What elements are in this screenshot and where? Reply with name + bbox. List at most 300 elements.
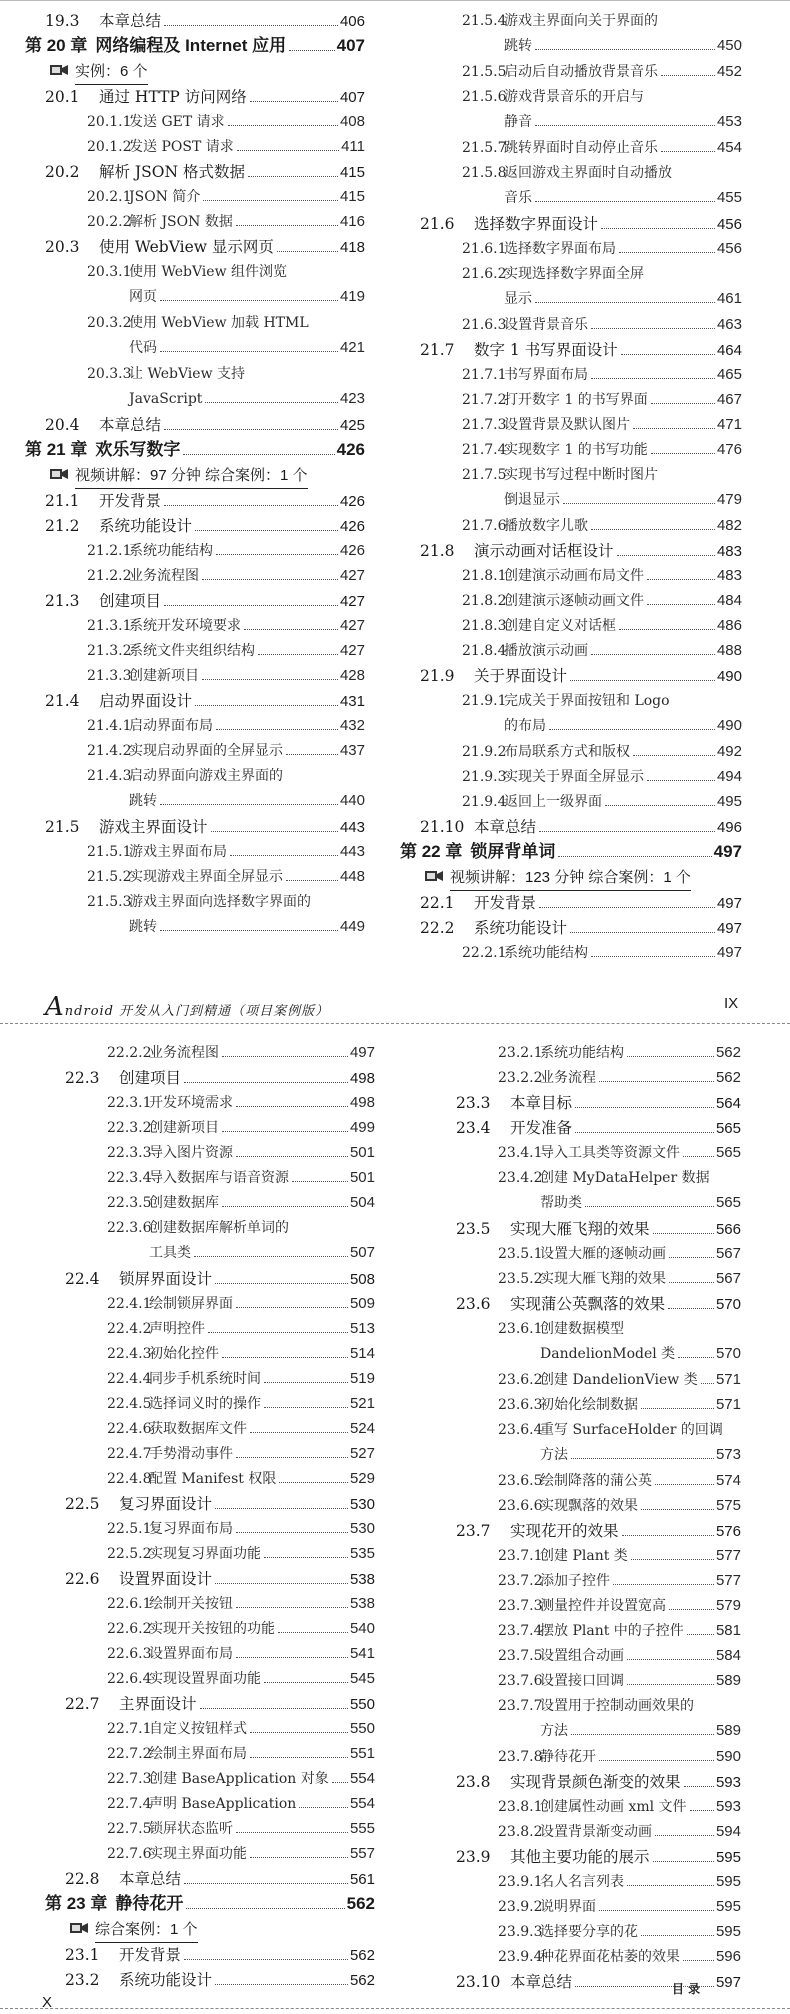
leader-dots	[684, 1786, 714, 1787]
leader-dots	[211, 831, 338, 832]
toc-entry-sub	[45, 1393, 375, 1415]
toc-entry-section	[25, 236, 365, 259]
entry-title: 创建数据模型	[540, 1321, 624, 1337]
toc-entry-section	[45, 1693, 375, 1716]
toc-entry-sub	[436, 1243, 741, 1265]
leader-dots	[184, 1959, 348, 1960]
entry-title: 系统功能设计	[474, 919, 568, 937]
toc-entry-sub	[436, 1495, 741, 1517]
entry-number: 23.7.7	[498, 1698, 543, 1714]
entry-number: 23.4.2	[498, 1170, 543, 1186]
toc-entry-section	[25, 590, 365, 613]
toc-entry-sub	[400, 565, 742, 587]
leader-dots	[222, 1357, 348, 1358]
leader-dots	[216, 729, 338, 730]
toc-entry-sub	[436, 1142, 741, 1164]
entry-number: 23.5.2	[498, 1271, 543, 1287]
leader-dots	[205, 402, 338, 403]
entry-number: 19.3	[45, 12, 80, 30]
toc-entry-sub	[25, 261, 365, 283]
leader-dots	[571, 1458, 714, 1459]
entry-number: 23.2	[65, 1971, 100, 1989]
entry-number: 21.4.2	[87, 743, 132, 759]
leader-dots	[641, 1408, 714, 1409]
entry-page-number: 407	[339, 89, 365, 106]
entry-number: 23.8.2	[498, 1824, 543, 1840]
toc-entry-sub	[436, 1670, 741, 1692]
entry-page-number: 535	[349, 1545, 375, 1562]
entry-number: 22.7.1	[107, 1721, 152, 1737]
leader-dots	[184, 1883, 348, 1884]
entry-number: 22.5	[65, 1495, 100, 1513]
entry-page-number: 456	[716, 240, 742, 257]
entry-page-number: 557	[349, 1845, 375, 1862]
leader-dots	[286, 880, 338, 881]
entry-page-number: 408	[339, 113, 365, 130]
leader-dots	[653, 1233, 714, 1234]
toc-entry-sub	[400, 389, 742, 411]
video-icon	[424, 869, 444, 883]
leader-dots	[591, 378, 715, 379]
leader-dots	[160, 351, 338, 352]
leader-dots	[669, 1257, 714, 1258]
entry-number: 21.1	[45, 492, 80, 510]
entry-number: 21.3.2	[87, 643, 132, 659]
entry-title: 选择要分享的花	[540, 1924, 638, 1940]
entry-title: 选择数字界面布局	[504, 241, 616, 257]
entry-title: 播放数字儿歌	[504, 518, 588, 534]
entry-page-number: 482	[716, 517, 742, 534]
toc-entry-chapter	[45, 1893, 375, 1915]
entry-page-number: 498	[349, 1094, 375, 1111]
entry-number: 22.3.2	[107, 1120, 152, 1136]
book-running-title: Android 开发从入门到精通（项目案例版）	[45, 992, 330, 1022]
entry-number: 20.2.1	[87, 189, 132, 205]
entry-number: 23.1	[65, 1946, 100, 1964]
toc-entry-cont	[25, 790, 365, 812]
leader-dots	[621, 354, 715, 355]
toc-entry-cont	[25, 388, 365, 410]
entry-number: 第 22 章	[400, 842, 463, 861]
entry-number: 22.3	[65, 1069, 100, 1087]
entry-page-number: 550	[349, 1720, 375, 1737]
toc-entry-sub	[25, 136, 365, 158]
entry-page-number: 490	[716, 668, 742, 685]
entry-page-number: 521	[349, 1395, 375, 1412]
entry-title: 业务流程图	[149, 1045, 219, 1061]
entry-number: 23.6.2	[498, 1372, 543, 1388]
toc-entry-sub	[436, 1545, 741, 1567]
chapter-resource-badge: 综合案例：1 个	[95, 1919, 198, 1943]
entry-number: 23.6.4	[498, 1422, 543, 1438]
toc-entry-sub	[45, 1718, 375, 1740]
entry-title: 实现大雁飞翔的效果	[510, 1220, 650, 1238]
entry-page-number: 595	[715, 1923, 741, 1940]
entry-title: 实现大雁飞翔的效果	[540, 1271, 666, 1287]
toc-entry-sub	[400, 791, 742, 813]
entry-number: 21.5	[45, 818, 80, 836]
leader-dots	[236, 1106, 348, 1107]
leader-dots	[633, 428, 715, 429]
toc-entry-sub	[25, 111, 365, 133]
entry-title: 实现数字 1 的书写功能	[504, 442, 648, 458]
page-number: X	[42, 1994, 53, 2011]
leader-dots	[160, 930, 338, 931]
entry-page-number: 426	[339, 542, 365, 559]
entry-number: 22.4.5	[107, 1396, 152, 1412]
entry-page-number: 590	[715, 1748, 741, 1765]
entry-title: JSON 简介	[129, 189, 201, 205]
toc-entry-chapter	[400, 841, 742, 863]
entry-title: 创建新项目	[129, 668, 199, 684]
leader-dots	[653, 1861, 714, 1862]
toc-entry-section	[436, 1092, 741, 1115]
entry-number: 20.1.1	[87, 114, 132, 130]
entry-page-number: 495	[716, 793, 742, 810]
entry-title: 解析 JSON 格式数据	[99, 163, 245, 181]
entry-page-number: 450	[716, 37, 742, 54]
entry-title: 初始化控件	[149, 1346, 219, 1362]
toc-entry-cont	[45, 1242, 375, 1264]
page-number: IX	[724, 995, 739, 1012]
entry-title: 主界面设计	[119, 1695, 197, 1713]
entry-number: 20.3.3	[87, 366, 132, 382]
leader-dots	[651, 403, 715, 404]
entry-number: 22.4.7	[107, 1446, 152, 1462]
entry-page-number: 570	[715, 1345, 741, 1362]
toc-entry-sub	[45, 1668, 375, 1690]
entry-page-number: 577	[715, 1547, 741, 1564]
toc-entry-sub	[45, 1092, 375, 1114]
entry-number: 22.3.1	[107, 1095, 152, 1111]
entry-title: 创建 DandelionView 类	[540, 1372, 698, 1388]
toc-entry-section	[25, 10, 365, 33]
entry-title: 锁屏状态监听	[149, 1821, 233, 1837]
entry-number: 21.9	[420, 667, 455, 685]
entry-title: 返回上一级界面	[504, 794, 602, 810]
leader-dots	[250, 1732, 348, 1733]
entry-number: 23.7.1	[498, 1548, 543, 1564]
toc-entry-sub	[436, 1871, 741, 1893]
toc-entry-sub	[25, 715, 365, 737]
entry-page-number: 465	[716, 366, 742, 383]
entry-page-number: 579	[715, 1597, 741, 1614]
entry-title: 锁屏界面设计	[119, 1270, 213, 1288]
leader-dots	[563, 503, 715, 504]
leader-dots	[655, 1484, 714, 1485]
leader-dots	[264, 1557, 348, 1558]
entry-title: 设置界面设计	[119, 1570, 213, 1588]
entry-page-number: 561	[349, 1871, 375, 1888]
toc-entry-section	[436, 1293, 741, 1316]
toc-entry-sub	[436, 1821, 741, 1843]
entry-title: 发送 GET 请求	[129, 114, 225, 130]
entry-title: 启动界面设计	[99, 692, 193, 710]
entry-number: 23.7.6	[498, 1673, 543, 1689]
entry-title: 方法	[540, 1447, 568, 1463]
entry-title: 种花界面花枯萎的效果	[540, 1949, 680, 1965]
entry-page-number: 507	[349, 1244, 375, 1261]
entry-page-number: 574	[715, 1472, 741, 1489]
entry-number: 22.3.6	[107, 1220, 152, 1236]
entry-page-number: 411	[341, 138, 365, 155]
leader-dots	[244, 629, 338, 630]
entry-title: 跳转	[504, 38, 532, 54]
entry-number: 20.2	[45, 163, 80, 181]
leader-dots	[591, 956, 715, 957]
entry-number: 23.6.3	[498, 1397, 543, 1413]
entry-title: 绘制锁屏界面	[149, 1296, 233, 1312]
leader-dots	[264, 1682, 348, 1683]
entry-title: 创建数据库	[149, 1195, 219, 1211]
entry-number: 23.6.1	[498, 1321, 543, 1337]
leader-dots	[215, 1984, 348, 1985]
toc-entry-chapter	[25, 439, 365, 461]
entry-page-number: 431	[339, 693, 365, 710]
entry-page-number: 564	[715, 1095, 741, 1112]
leader-dots	[669, 1609, 714, 1610]
entry-number: 22.6.3	[107, 1646, 152, 1662]
entry-title: 实现蒲公英飘落的效果	[510, 1295, 666, 1313]
entry-title: 显示	[504, 291, 532, 307]
toc-entry-cont	[25, 337, 365, 359]
leader-dots	[164, 25, 338, 26]
entry-page-number: 519	[349, 1370, 375, 1387]
entry-title: 方法	[540, 1723, 568, 1739]
toc-entry-badge	[25, 465, 365, 489]
toc-entry-sub	[45, 1142, 375, 1164]
entry-title: 倒退显示	[504, 492, 560, 508]
leader-dots	[599, 1760, 714, 1761]
entry-number: 21.8.2	[462, 593, 507, 609]
entry-title: 实现书写过程中断时图片	[504, 467, 658, 483]
toc-entry-section	[45, 1868, 375, 1891]
entry-title: 测量控件并设置宽高	[540, 1598, 666, 1614]
entry-number: 21.5.2	[87, 869, 132, 885]
entry-page-number: 426	[339, 493, 365, 510]
entry-title: 欢乐写数字	[95, 440, 181, 459]
entry-number: 23.8.1	[498, 1799, 543, 1815]
entry-number: 21.5.8	[462, 165, 507, 181]
toc-entry-section	[400, 917, 742, 940]
entry-page-number: 443	[339, 819, 365, 836]
leader-dots	[250, 1432, 348, 1433]
entry-title: 跳转界面时自动停止音乐	[504, 140, 658, 156]
leader-dots	[202, 579, 338, 580]
entry-title: 布局联系方式和版权	[504, 744, 630, 760]
toc-entry-section	[436, 1520, 741, 1543]
entry-page-number: 418	[339, 239, 365, 256]
entry-title: 游戏主界面向关于界面的	[504, 13, 658, 29]
entry-title: 复习界面布局	[149, 1521, 233, 1537]
entry-number: 21.3	[45, 592, 80, 610]
entry-page-number: 562	[715, 1069, 741, 1086]
entry-page-number: 492	[716, 743, 742, 760]
entry-title: 设置用于控制动画效果的	[540, 1698, 694, 1714]
leader-dots	[535, 302, 715, 303]
leader-dots	[230, 855, 338, 856]
entry-page-number: 504	[349, 1194, 375, 1211]
toc-entry-cont	[400, 111, 742, 133]
entry-page-number: 449	[339, 918, 365, 935]
leader-dots	[619, 252, 715, 253]
entry-page-number: 453	[716, 113, 742, 130]
toc-entry-section	[45, 1493, 375, 1516]
toc-entry-sub	[436, 1167, 741, 1189]
entry-number: 21.10	[420, 818, 465, 836]
toc-entry-sub	[45, 1793, 375, 1815]
toc-entry-sub	[45, 1543, 375, 1565]
entry-page-number: 571	[715, 1396, 741, 1413]
toc-entry-sub	[400, 263, 742, 285]
entry-number: 23.9.2	[498, 1899, 543, 1915]
toc-entry-section	[25, 86, 365, 109]
leader-dots	[683, 1156, 714, 1157]
entry-page-number: 595	[715, 1898, 741, 1915]
toc-entry-sub	[436, 1394, 741, 1416]
toc-entry-section	[45, 1944, 375, 1967]
leader-dots	[601, 228, 715, 229]
toc-entry-sub	[45, 1293, 375, 1315]
toc-entry-sub	[436, 1746, 741, 1768]
leader-dots	[277, 251, 338, 252]
toc-entry-section	[45, 1568, 375, 1591]
entry-page-number: 581	[715, 1622, 741, 1639]
entry-number: 22.4	[65, 1270, 100, 1288]
toc-entry-section	[400, 540, 742, 563]
entry-title: 书写界面布局	[504, 367, 588, 383]
toc-entry-cont	[436, 1343, 741, 1365]
leader-dots	[195, 530, 338, 531]
entry-number: 21.2.2	[87, 568, 132, 584]
toc-entry-sub	[45, 1818, 375, 1840]
entry-page-number: 415	[339, 164, 365, 181]
entry-title: 绘制降落的蒲公英	[540, 1473, 652, 1489]
entry-number: 23.7	[456, 1522, 491, 1540]
toc-entry-sub	[436, 1695, 741, 1717]
entry-title: 导入图片资源	[149, 1145, 233, 1161]
toc-entry-sub	[45, 1743, 375, 1765]
entry-title: 实现关于界面全屏显示	[504, 769, 644, 785]
leader-dots	[591, 529, 715, 530]
entry-page-number: 513	[349, 1320, 375, 1337]
entry-number: 22.4.1	[107, 1296, 152, 1312]
entry-page-number: 545	[349, 1670, 375, 1687]
leader-dots	[647, 604, 715, 605]
entry-page-number: 562	[349, 1947, 375, 1964]
entry-page-number: 541	[349, 1645, 375, 1662]
entry-title: 开发准备	[510, 1119, 573, 1137]
leader-dots	[250, 1857, 348, 1858]
entry-title: 开发环境需求	[149, 1095, 233, 1111]
entry-page-number: 567	[715, 1245, 741, 1262]
entry-page-number: 497	[716, 944, 742, 961]
entry-title: 游戏背景音乐的开启与	[504, 89, 644, 105]
entry-title: 本章总结	[99, 416, 162, 434]
entry-title: 同步手机系统时间	[149, 1371, 261, 1387]
leader-dots	[622, 1535, 714, 1536]
leader-dots	[599, 1910, 714, 1911]
leader-dots	[669, 1282, 714, 1283]
toc-entry-sub	[25, 640, 365, 662]
toc-entry-sub	[25, 841, 365, 863]
toc-entry-sub	[400, 10, 742, 32]
toc-entry-sub	[400, 414, 742, 436]
entry-page-number: 530	[349, 1496, 375, 1513]
toc-entry-sub	[45, 1593, 375, 1615]
toc-entry-sub	[25, 891, 365, 913]
leader-dots	[535, 125, 715, 126]
leader-dots	[195, 705, 338, 706]
entry-title: 声明 BaseApplication	[149, 1796, 297, 1812]
leader-dots	[627, 1659, 714, 1660]
entry-number: 23.7.8	[498, 1749, 543, 1765]
entry-title: 实现启动界面的全屏显示	[129, 743, 283, 759]
chapter-resource-badge: 视频讲解：97 分钟 综合案例：1 个	[75, 465, 308, 489]
leader-dots	[236, 1307, 348, 1308]
entry-title: 创建 Plant 类	[540, 1548, 628, 1564]
entry-title: 绘制开关按钮	[149, 1596, 233, 1612]
entry-page-number: 456	[716, 216, 742, 233]
leader-dots	[164, 505, 338, 506]
entry-page-number: 426	[339, 518, 365, 535]
entry-page-number: 566	[715, 1221, 741, 1238]
entry-page-number: 514	[349, 1345, 375, 1362]
entry-number: 22.8	[65, 1870, 100, 1888]
leader-dots	[627, 1885, 714, 1886]
entry-title: 代码	[129, 340, 157, 356]
toc-entry-sub	[25, 665, 365, 687]
entry-title: 打开数字 1 的书写界面	[504, 392, 648, 408]
leader-dots	[258, 654, 338, 655]
entry-title: 系统功能结构	[504, 945, 588, 961]
leader-dots	[236, 1832, 348, 1833]
entry-number: 23.4	[456, 1119, 491, 1137]
entry-page-number: 538	[349, 1595, 375, 1612]
entry-title: 使用 WebView 加载 HTML	[129, 315, 309, 331]
entry-title: 发送 POST 请求	[129, 139, 234, 155]
entry-title: 创建自定义对话框	[504, 618, 616, 634]
entry-number: 23.7.5	[498, 1648, 543, 1664]
entry-title: 启动界面布局	[129, 718, 213, 734]
entry-number: 22.1	[420, 894, 455, 912]
chapter-resource-badge: 视频讲解：123 分钟 综合案例：1 个	[450, 867, 691, 891]
entry-page-number: 576	[715, 1523, 741, 1540]
leader-dots	[292, 1181, 348, 1182]
entry-title: 游戏主界面设计	[99, 818, 208, 836]
toc-entry-sub	[45, 1418, 375, 1440]
toc-entry-section	[25, 414, 365, 437]
leader-dots	[627, 1056, 714, 1057]
entry-page-number: 498	[349, 1070, 375, 1087]
entry-number: 21.7.4	[462, 442, 507, 458]
entry-number: 22.3.3	[107, 1145, 152, 1161]
entry-page-number: 593	[715, 1774, 741, 1791]
leader-dots	[585, 1206, 714, 1207]
entry-title: 静待花开	[115, 1894, 184, 1913]
leader-dots	[222, 1131, 348, 1132]
entry-page-number: 427	[339, 593, 365, 610]
toc-entry-section	[400, 339, 742, 362]
entry-page-number: 427	[339, 642, 365, 659]
leader-dots	[617, 555, 715, 556]
entry-title: 重写 SurfaceHolder 的回调	[540, 1422, 723, 1438]
entry-title: 说明界面	[540, 1899, 596, 1915]
leader-dots	[591, 328, 715, 329]
entry-number: 21.5.6	[462, 89, 507, 105]
entry-title: 创建演示动画布局文件	[504, 568, 644, 584]
entry-title: 设置背景音乐	[504, 317, 588, 333]
